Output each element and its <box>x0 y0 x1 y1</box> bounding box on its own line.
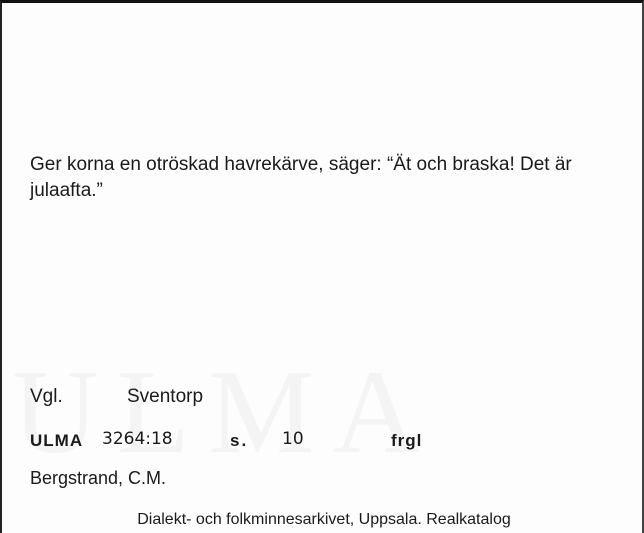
parish-label: Vgl. <box>30 386 63 407</box>
page-label: s. <box>230 431 249 450</box>
card-body-text: Ger korna en otröskad havrekärve, säger: “Ät och braska! Det är julaafta.” <box>30 154 572 201</box>
show-through-background <box>12 343 437 481</box>
recorder-name: Bergstrand, C.M. <box>30 468 167 488</box>
page-number: 10 <box>282 429 304 449</box>
place-name: Sventorp <box>127 386 204 407</box>
category-code: frgl <box>391 431 423 450</box>
archive-footer: Dialekt- och folkminnesarkivet, Uppsala. Realkatalog <box>137 511 511 528</box>
ulma-label: ULMA <box>30 431 84 450</box>
ulma-number: 3264:18 <box>102 429 173 449</box>
